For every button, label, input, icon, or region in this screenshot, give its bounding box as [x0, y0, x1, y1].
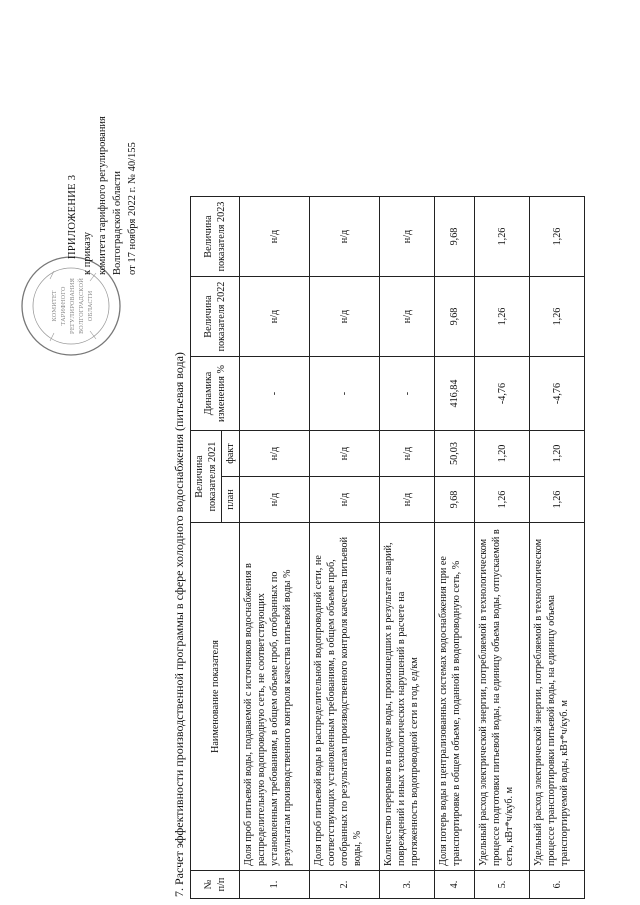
table-row: [435, 197, 475, 899]
row-plan-2021: н/д: [380, 477, 435, 523]
row-fact-2021: 50,03: [435, 431, 475, 477]
appendix-title: ПРИЛОЖЕНИЕ 3: [67, 174, 78, 259]
row-fact-2021: 1,20: [475, 431, 530, 477]
row-plan-2021: 1,26: [475, 477, 530, 523]
order-reference: к приказу: [81, 232, 93, 275]
row-value-2022: 9,68: [435, 277, 475, 357]
row-fact-2021: н/д: [310, 431, 380, 477]
header-name: Наименование показателя: [191, 523, 240, 871]
row-value-2023: 1,26: [475, 197, 530, 277]
header-dynamics: Динамика изменения %: [191, 357, 240, 431]
table-row: [240, 197, 310, 899]
row-value-2023: 1,26: [530, 197, 585, 277]
row-plan-2021: н/д: [240, 477, 310, 523]
row-value-2023: н/д: [310, 197, 380, 277]
committee-name: комитета тарифного регулирования: [96, 116, 108, 275]
table-row: [475, 197, 530, 899]
row-dynamics: -4,76: [530, 357, 585, 431]
row-num: 1.: [240, 871, 310, 899]
row-indicator-name: Доля потерь воды в централизованных системах водоснабжения при ее транспортировке в общем объеме, поданной в водопроводную сеть, %: [435, 523, 475, 871]
row-num: 4.: [435, 871, 475, 899]
table-row: [530, 197, 585, 899]
svg-text:ВОЛГОГРАДСКОЙ: ВОЛГОГРАДСКОЙ: [79, 278, 85, 334]
row-dynamics: -4,76: [475, 357, 530, 431]
row-indicator-name: Доля проб питьевой воды в распределительной водопроводной сети, не соответствующих установленным требованиям, в общем объеме проб, отобранных по результатам производственного контроля качества питьевой воды, %: [310, 523, 380, 871]
row-fact-2021: 1,20: [530, 431, 585, 477]
header-value-2021: Величина показателя 2021: [191, 431, 222, 523]
efficiency-table: [190, 196, 585, 899]
svg-text:ТАРИФНОГО: ТАРИФНОГО: [61, 286, 67, 326]
row-num: 5.: [475, 871, 530, 899]
table-header-row: [191, 197, 222, 899]
order-date-number: от 17 ноября 2022 г. № 40/155: [126, 142, 138, 275]
row-dynamics: -: [380, 357, 435, 431]
row-indicator-name: Удельный расход электрической энергии, потребляемой в технологическом процессе подготовки питьевой воды, на единицу объема воды, отпускаемой в сеть, кВт*ч/куб. м: [475, 523, 530, 871]
svg-text:КОМИТЕТ: КОМИТЕТ: [52, 290, 58, 322]
row-num: 3.: [380, 871, 435, 899]
svg-text:ОБЛАСТИ: ОБЛАСТИ: [88, 290, 94, 322]
row-value-2023: 9,68: [435, 197, 475, 277]
row-dynamics: -: [310, 357, 380, 431]
row-fact-2021: н/д: [380, 431, 435, 477]
row-value-2023: н/д: [240, 197, 310, 277]
header-fact: факт: [222, 431, 240, 477]
row-num: 6.: [530, 871, 585, 899]
row-dynamics: -: [240, 357, 310, 431]
row-value-2022: н/д: [310, 277, 380, 357]
row-plan-2021: 9,68: [435, 477, 475, 523]
region-name: Волгоградской области: [111, 170, 123, 275]
svg-text:РЕГУЛИРОВАНИЯ: РЕГУЛИРОВАНИЯ: [70, 277, 76, 335]
row-value-2022: 1,26: [530, 277, 585, 357]
header-num: № п/п: [191, 871, 240, 899]
row-num: 2.: [310, 871, 380, 899]
header-value-2022: Величина показателя 2022: [191, 277, 240, 357]
table-row: [380, 197, 435, 899]
appendix-header: [66, 25, 141, 275]
header-plan: план: [222, 477, 240, 523]
row-dynamics: 416,84: [435, 357, 475, 431]
row-plan-2021: н/д: [310, 477, 380, 523]
row-plan-2021: 1,26: [530, 477, 585, 523]
row-fact-2021: н/д: [240, 431, 310, 477]
section-title: 7. Расчет эффективности производственной программы в сфере холодного водоснабжения (питьевая вода): [172, 352, 186, 897]
row-indicator-name: Доля проб питьевой воды, подаваемой с источников водоснабжения в распределительную водопроводную сеть, не соответствующих установленным требованиям, в общем объеме проб, отобранных по результатам производственного контроля качества питьевой воды %: [240, 523, 310, 871]
row-value-2023: н/д: [380, 197, 435, 277]
header-value-2023: Величина показателя 2023: [191, 197, 240, 277]
table-row: [310, 197, 380, 899]
row-indicator-name: Удельный расход электрической энергии, потребляемой в технологическом процессе транспортировки питьевой воды, на единицу объема транспортируемой воды, кВт*ч/куб. м: [530, 523, 585, 871]
row-indicator-name: Количество перерывов в подаче воды, произошедших в результате аварий, повреждений и иных технологических нарушений в расчете на протяженность водопроводной сети в год, ед/км: [380, 523, 435, 871]
row-value-2022: н/д: [240, 277, 310, 357]
row-value-2022: 1,26: [475, 277, 530, 357]
row-value-2022: н/д: [380, 277, 435, 357]
